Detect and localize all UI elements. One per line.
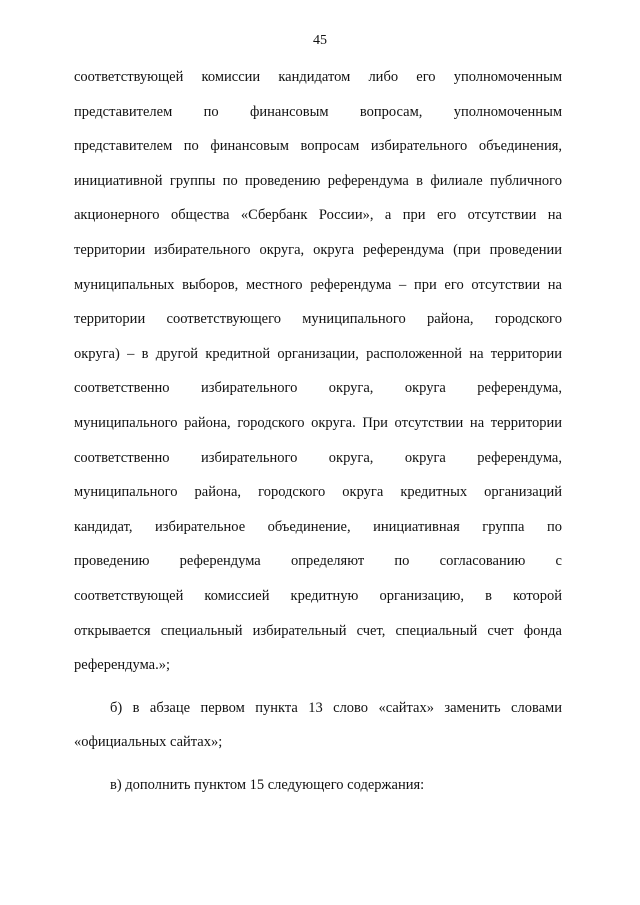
- text-line: б) в абзаце первом пункта 13 слово «сайтах» заменить словами: [110, 699, 562, 716]
- text-line: соответствующей комиссии кандидатом либо его уполномоченным: [74, 69, 562, 85]
- text-line: инициативной группы по проведению референдума в филиале публичного: [74, 172, 562, 189]
- page-number: 45: [313, 33, 327, 48]
- text-line: муниципальных выборов, местного референдума – при его отсутствии на: [74, 276, 562, 293]
- paragraph-gap: [74, 683, 562, 691]
- text-line: муниципального района, городского округа кредитных организаций: [74, 484, 562, 501]
- text-line: представителем по финансовым вопросам, уполномоченным: [74, 103, 562, 120]
- text-line: муниципального района, городского округа. При отсутствии на территории: [74, 414, 562, 431]
- text-line: представителем по финансовым вопросам избирательного объединения,: [74, 138, 562, 155]
- text-line: референдума.»;: [74, 657, 170, 674]
- text-line: соответственно избирательного округа, округа референдума,: [74, 449, 562, 466]
- text-line: соответственно избирательного округа, округа референдума,: [74, 380, 562, 397]
- paragraph-main: [74, 60, 562, 683]
- document-body: [74, 60, 562, 802]
- text-line: территории соответствующего муниципального района, городского: [74, 311, 562, 328]
- text-line: территории избирательного округа, округа референдума (при проведении: [74, 241, 562, 258]
- text-line: акционерного общества «Сбербанк России», а при его отсутствии на: [74, 207, 562, 224]
- paragraph-b: [74, 691, 562, 760]
- text-line: проведению референдума определяют по согласованию с: [74, 553, 562, 570]
- text-line: округа) – в другой кредитной организации, расположенной на территории: [74, 345, 562, 362]
- paragraph-v: [74, 768, 562, 803]
- text-line: открывается специальный избирательный счет, специальный счет фонда: [74, 622, 562, 639]
- text-line: кандидат, избирательное объединение, инициативная группа по: [74, 518, 562, 535]
- text-line: «официальных сайтах»;: [74, 734, 223, 751]
- text-line: в) дополнить пунктом 15 следующего содержания:: [110, 776, 425, 793]
- text-line: соответствующей комиссией кредитную организацию, в которой: [74, 587, 562, 604]
- paragraph-gap: [74, 760, 562, 768]
